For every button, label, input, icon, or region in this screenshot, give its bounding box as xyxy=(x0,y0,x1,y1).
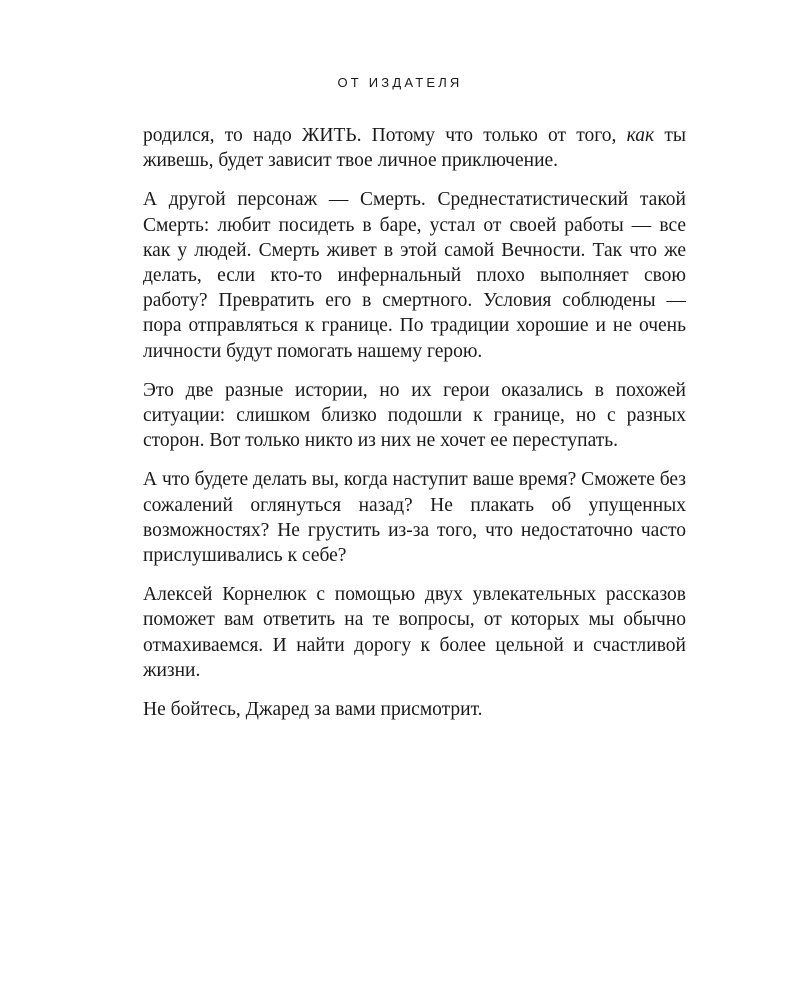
paragraph-1-italic-word: как xyxy=(626,125,655,146)
paragraph-1 xyxy=(143,123,686,173)
paragraph-5: Алексей Корнелюк с помощью двух увлекательных рассказов поможет вам ответить на те вопросы, от которых мы обычно отмахиваемся. И найти дорогу к более цельной и счастливой жизни. xyxy=(143,584,686,681)
paragraph-6: Не бойтесь, Джаред за вами присмотрит. xyxy=(143,699,483,721)
paragraph-4: А что будете делать вы, когда наступит ваше время? Сможете без сожалений оглянуться назад? Не плакать об упущенных возможностях? Не грустить из-за того, что недостаточно часто прислушивались к себе? xyxy=(143,469,686,567)
running-head: ОТ ИЗДАТЕЛЯ xyxy=(337,75,463,90)
paragraph-3: Это две разные истории, но их герои оказались в похожей ситуации: слишком близко подошли к границе, но с разных сторон. Вот только никто из них не хочет ее переступать. xyxy=(143,379,686,452)
body-text xyxy=(143,123,686,736)
paragraph-1-text-end: ты живешь, будет зависит твое личное приключение. xyxy=(143,125,686,172)
paragraph-1-text-start: родился, то надо ЖИТЬ. Потому что только от того, xyxy=(143,125,627,146)
paragraph-2: А другой персонаж — Смерть. Среднестатистический такой Смерть: любит посидеть в баре, устал от своей работы — все как у людей. Смерть живет в этой самой Вечности. Так что же делать, если кто-то инфернальный плохо выполняет свою работу? Превратить его в смертного. Условия соблюдены — пора отправляться к границе. По традиции хорошие и не очень личности будут помогать нашему герою. xyxy=(143,189,686,362)
